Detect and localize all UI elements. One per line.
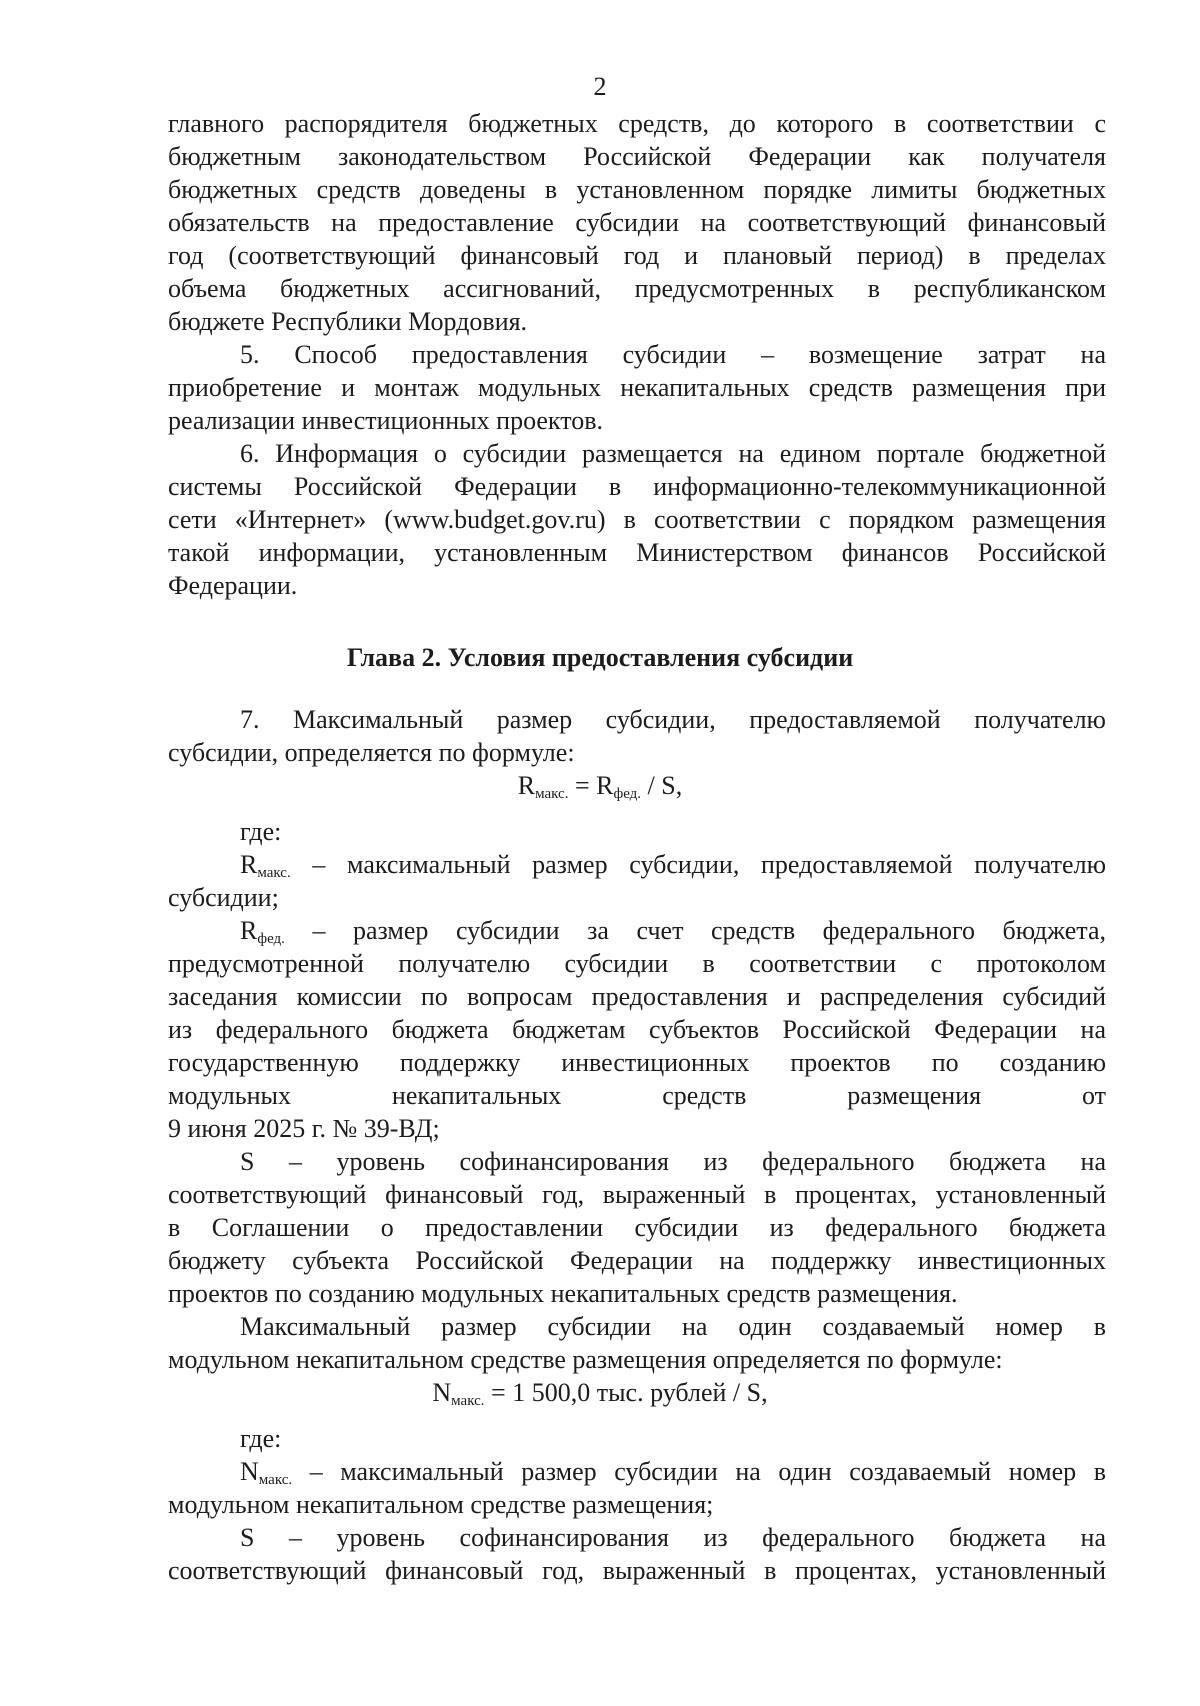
text-line: бюджетных средств доведены в установленном порядке лимиты бюджетных [168, 175, 1106, 204]
text-line: бюджетным законодательством Российской Федерации как получателя [168, 142, 1106, 171]
definition-n-max: $N_{макс.}$ – максимальный размер субсидии на один создаваемый номер в [240, 1457, 1106, 1488]
text-line: объема бюджетных ассигнований, предусмотренных в республиканском [168, 274, 1106, 303]
text-line: соответствующий финансовый год, выраженный в процентах, установленный [168, 1180, 1106, 1209]
chapter-heading: Глава 2. Условия предоставления субсидии [346, 643, 854, 672]
formula-r-max: $R_{макс.} = R_{фед.} / S$, [517, 771, 683, 802]
page-number: 2 [593, 72, 607, 101]
text-line: год (соответствующий финансовый год и плановый период) в пределах [168, 241, 1106, 270]
text-line: реализации инвестиционных проектов. [168, 406, 604, 435]
text-line: субсидии; [168, 883, 279, 912]
definition-s-2: S – уровень софинансирования из федерального бюджета на [240, 1523, 1106, 1552]
paragraph-6-start: 6. Информация о субсидии размещается на едином портале бюджетной [240, 439, 1106, 468]
paragraph-5-start: 5. Способ предоставления субсидии – возмещение затрат на [240, 340, 1106, 369]
paragraph-n-max-start: Максимальный размер субсидии на один создаваемый номер в [240, 1312, 1106, 1341]
text-line: приобретение и монтаж модульных некапитальных средств размещения при [168, 373, 1106, 402]
text-line: субсидии, определяется по формуле: [168, 738, 575, 767]
text-line: системы Российской Федерации в информационно-телекоммуникационной [168, 472, 1106, 501]
text-line: главного распорядителя бюджетных средств, до которого в соответствии с [168, 109, 1106, 138]
text-line: государственную поддержку инвестиционных проектов по созданию [168, 1048, 1106, 1077]
paragraph-7-start: 7. Максимальный размер субсидии, предоставляемой получателю [240, 705, 1106, 734]
text-line: модульных некапитальных средств размещения от [168, 1081, 1106, 1110]
text-line: бюджете Республики Мордовия. [168, 307, 528, 336]
text-line: Федерации. [168, 571, 298, 600]
formula-n-max: $N_{макс.} = 1$ 500,0 тыс. рублей / S, [432, 1378, 768, 1409]
text-line: бюджету субъекта Российской Федерации на поддержку инвестиционных [168, 1246, 1106, 1275]
text-line: где: [240, 817, 282, 846]
text-line: заседания комиссии по вопросам предоставления и распределения субсидий [168, 982, 1106, 1011]
text-line: предусмотренной получателю субсидии в соответствии с протоколом [168, 949, 1106, 978]
text-line: модульном некапитальном средстве размещения; [168, 1490, 714, 1519]
definition-s: S – уровень софинансирования из федерального бюджета на [240, 1147, 1106, 1176]
text-line: такой информации, установленным Министерством финансов Российской [168, 538, 1106, 567]
text-line: 9 июня 2025 г. № 39-ВД; [168, 1114, 440, 1143]
text-line: проектов по созданию модульных некапитальных средств размещения. [168, 1279, 958, 1308]
definition-r-fed: $R_{фед.}$ – размер субсидии за счет средств федерального бюджета, [240, 916, 1106, 947]
definition-r-max: $R_{макс.}$ – максимальный размер субсидии, предоставляемой получателю [240, 850, 1106, 881]
text-line: соответствующий финансовый год, выраженный в процентах, установленный [168, 1556, 1106, 1585]
text-line: где: [240, 1424, 282, 1453]
text-line: в Соглашении о предоставлении субсидии из федерального бюджета [168, 1213, 1106, 1242]
text-line: из федерального бюджета бюджетам субъектов Российской Федерации на [168, 1015, 1106, 1044]
text-line: сети «Интернет» (www.budget.gov.ru) в соответствии с порядком размещения [168, 505, 1106, 534]
text-line: обязательств на предоставление субсидии на соответствующий финансовый [168, 208, 1106, 237]
text-line: модульном некапитальном средстве размещения определяется по формуле: [168, 1345, 1003, 1374]
